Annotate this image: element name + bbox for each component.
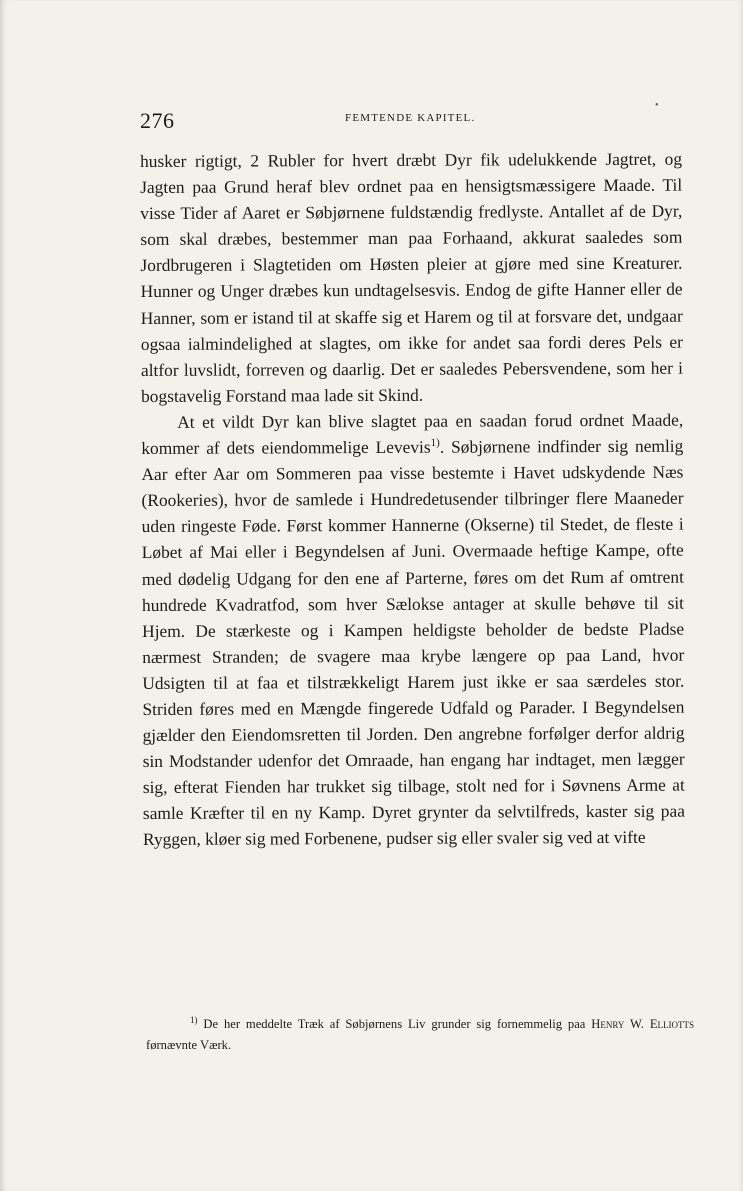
- footnote-reference: 1): [430, 436, 440, 449]
- footnote-mark: 1): [190, 1014, 198, 1025]
- body-text: [140, 146, 685, 853]
- footnote-author: Henry W. Elliotts: [591, 1017, 695, 1031]
- footnote-text-end: førnævnte Værk.: [146, 1038, 232, 1052]
- paragraph-2-text-b: . Søbjørnene indfinder sig nemlig Aar efter Aar om Sommeren paa visse bestemte i Havet udskydende Næs (Rookeries), hvor de samlede i Hundredetusender tilbringer flere Maaneder uden ringeste Føde. Først kommer Hannerne (Okserne) til Stedet, de fleste i Løbet af Mai eller i Begyndelsen af Juni. Overmaade heftige Kampe, ofte med dødelig Udgang for den ene af Parterne, føres om det Rum af omtrent hundrede Kvadratfod, som hver Sælokse antager at skulle behøve til sit Hjem. De stærkeste og i Kampen heldigste beholder de bedste Pladse nærmest Stranden; de svagere maa krybe længere op paa Land, hvor Udsigten til at faa et tilstrækkeligt Harem just ikke er saa særdeles stor. Striden føres med en Mængde fingerede Udfald og Parader. I Begyndelsen gjælder den Eiendomsretten til Jorden. Den angrebne forfølger derfor aldrig sin Modstander udenfor det Omraade, han engang har indtaget, men lægger sig, efterat Fienden har trukket sig tilbage, stolt ned for i Søvnens Arme at samle Kræfter til en ny Kamp. Dyret grynter da selvtilfreds, kaster sig paa Ryggen, kløer sig med Forbenene, pudser sig eller svaler sig ved at vifte: [141, 435, 685, 850]
- footnote-text: De her meddelte Træk af Søbjørnens Liv grunder sig fornemmelig paa: [197, 1017, 592, 1031]
- paragraph-1: husker rigtigt, 2 Rubler for hvert dræbt Dyr fik udelukkende Jagtret, og Jagten paa Grund heraf blev ordnet paa en hensigtsmæssigere Maade. Til visse Tider af Aaret er Søbjørnene fuldstændig fredlyste. Antallet af de Dyr, som skal dræbes, bestemmer man paa Forhaand, akkurat saaledes som Jordbrugeren i Slagtetiden om Høsten pleier at gjøre med sine Kreaturer. Hunner og Unger dræbes kun undtagelsesvis. Endog de gifte Hanner eller de Hanner, som er istand til at skaffe sig et Harem og til at forsvare det, undgaar ogsaa ialmindelighed at slagtes, om ikke for andet saa fordi deres Pels er altfor luvslidt, forreven og daarlig. Det er saaledes Pebersvendene, som her i bogstavelig Forstand maa lade sit Skind.: [140, 148, 684, 406]
- paragraph-2: [141, 407, 685, 853]
- footnotes: [146, 1014, 694, 1056]
- page-number: 276: [140, 108, 175, 133]
- paragraph-2-text-a: At et vildt Dyr kan blive slagtet paa en saadan forud ordnet Maade, kommer af dets eiendommelige Levevis: [141, 409, 684, 459]
- footnote: [146, 1014, 694, 1056]
- running-head: [140, 108, 700, 138]
- chapter-title: FEMTENDE KAPITEL.: [345, 112, 476, 124]
- print-speck: •: [655, 100, 659, 111]
